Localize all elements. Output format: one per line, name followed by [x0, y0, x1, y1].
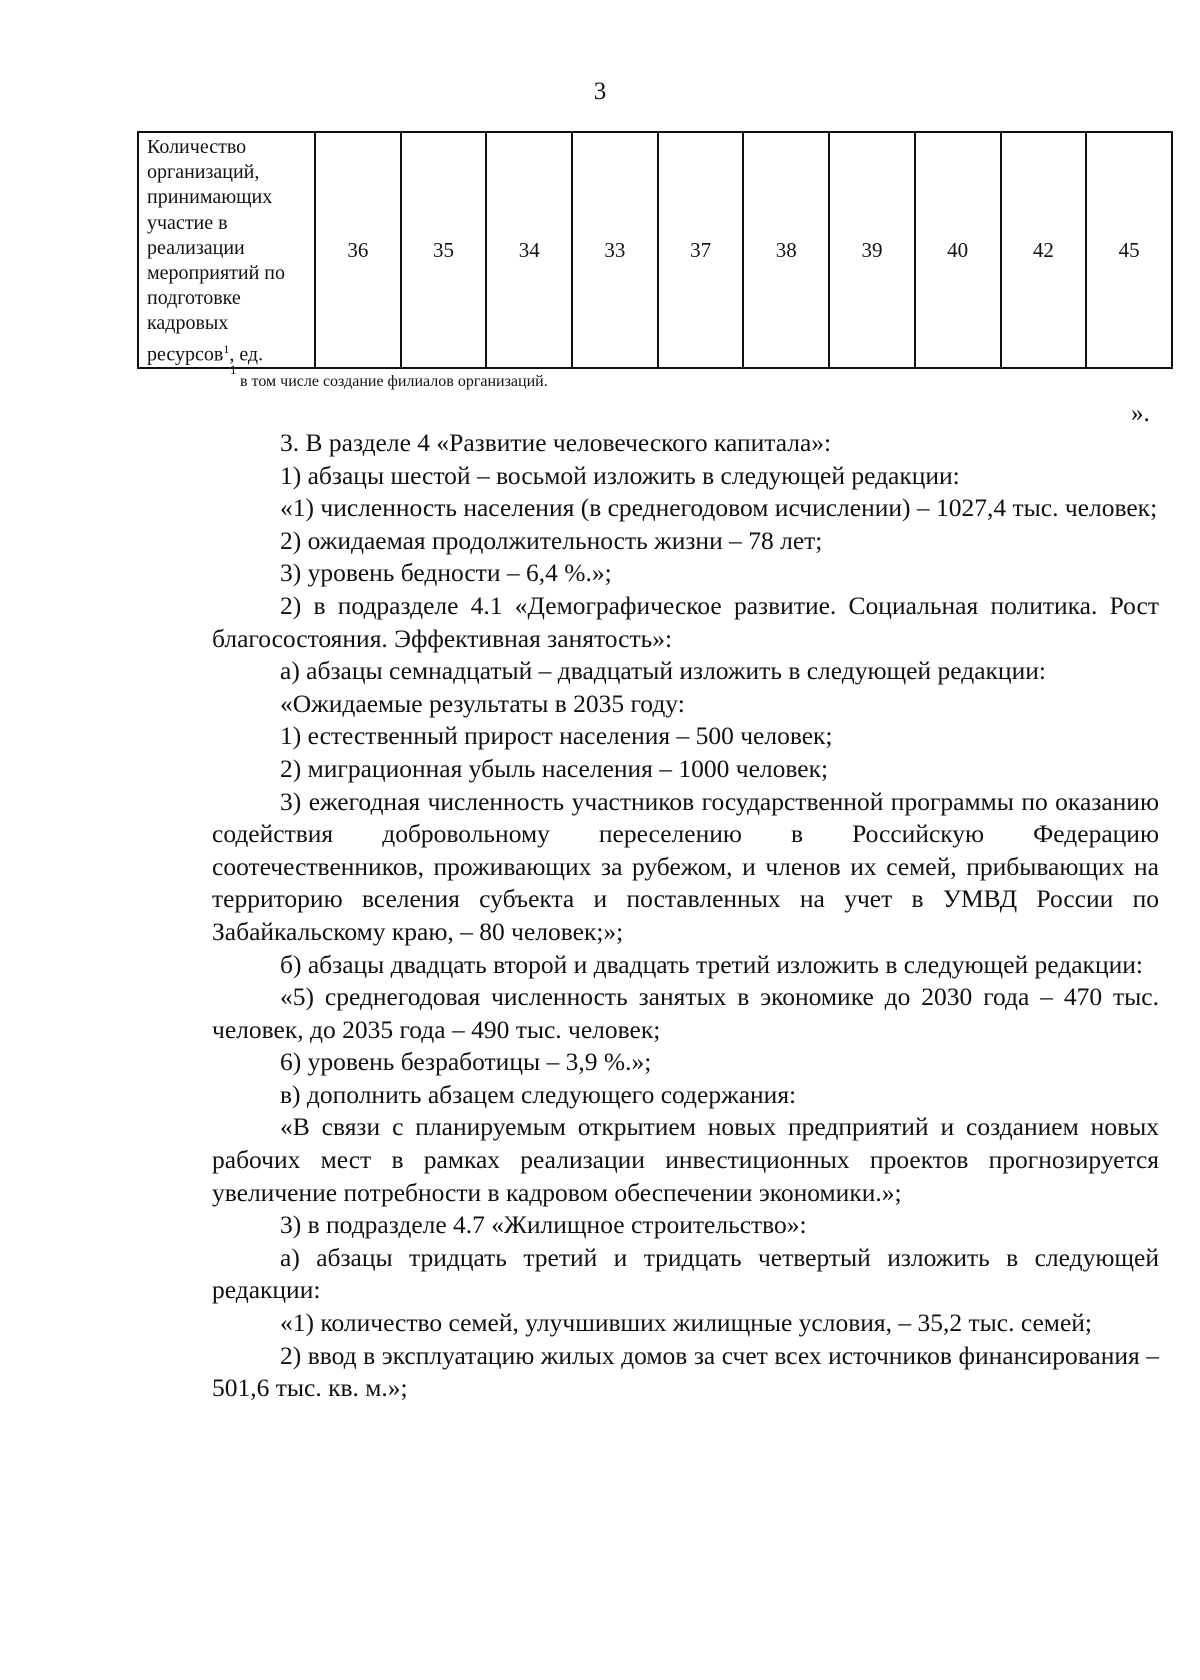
paragraph: 3) в подразделе 4.7 «Жилищное строительство»: — [280, 1210, 807, 1240]
paragraph: 2) ожидаемая продолжительность жизни – 78 лет; — [280, 525, 823, 555]
paragraph: «В связи с планируемым открытием новых предприятий и созданием новых рабочих мест в рамках реализации инвестиционных проектов прогнозируется увеличение потребности в кадровом обеспечении экономики.»; — [212, 1112, 1159, 1207]
value-cell: 45 — [1086, 132, 1172, 368]
paragraph: 3) уровень бедности – 6,4 %.»; — [280, 558, 612, 588]
value-cell: 35 — [401, 132, 487, 368]
paragraph: а) абзацы тридцать третий и тридцать четвертый изложить в следующей редакции: — [212, 1242, 1159, 1305]
paragraph: а) абзацы семнадцатый – двадцатый изложить в следующей редакции: — [280, 656, 1046, 686]
row-label-unit: , ед. — [229, 343, 264, 366]
value-cell: 34 — [486, 132, 572, 368]
value-cell: 40 — [915, 132, 1001, 368]
value-cell: 37 — [658, 132, 744, 368]
paragraph: 2) в подразделе 4.1 «Демографическое развитие. Социальная политика. Рост благосостояния. Эффективная занятость»: — [212, 590, 1159, 653]
value-cell: 36 — [315, 132, 401, 368]
value-cell: 33 — [572, 132, 658, 368]
row-label-footnote-ref: 1 — [223, 341, 230, 356]
value-cell: 38 — [743, 132, 829, 368]
paragraph: 6) уровень безработицы – 3,9 %.»; — [280, 1047, 652, 1077]
body-text — [212, 427, 1159, 1405]
value-cell: 39 — [829, 132, 915, 368]
closing-quote: ». — [1131, 400, 1150, 427]
paragraph: 2) миграционная убыль населения – 1000 человек; — [280, 753, 829, 783]
paragraph: «Ожидаемые результаты в 2035 году: — [280, 688, 685, 718]
paragraph: «1) количество семей, улучшивших жилищные условия, – 35,2 тыс. семей; — [280, 1308, 1092, 1338]
row-label: Количество организаций, принимающих участие в реализации мероприятий по подготовке кадровых ресурсов — [147, 136, 285, 366]
paragraph: 1) естественный прирост населения – 500 человек; — [280, 721, 833, 751]
indicator-table — [137, 131, 1173, 369]
row-label-cell — [138, 132, 315, 368]
paragraph: в) дополнить абзацем следующего содержания: — [280, 1079, 797, 1109]
paragraph: «5) среднегодовая численность занятых в экономике до 2030 года – 470 тыс. человек, до 2035 года – 490 тыс. человек; — [212, 982, 1159, 1044]
paragraph: «1) численность населения (в среднегодовом исчислении) – 1027,4 тыс. человек; — [280, 493, 1158, 523]
value-cell: 42 — [1001, 132, 1087, 368]
paragraph: 3. В разделе 4 «Развитие человеческого капитала»: — [280, 428, 832, 457]
table-row — [138, 132, 1172, 368]
paragraph: 3) ежегодная численность участников государственной программы по оказанию содействия добровольному переселению в Российскую Федерацию соотечественников, проживающих за рубежом, и членов их семей, прибывающих на территорию вселения субъекта и поставленных на учет в УМВД России по Забайкальскому краю, – 80 человек;»; — [212, 786, 1159, 946]
paragraph: б) абзацы двадцать второй и двадцать третий изложить в следующей редакции: — [280, 949, 1143, 979]
footnote-mark: 1 — [230, 362, 237, 377]
footnote: в том числе создание филиалов организаций. — [240, 373, 548, 390]
paragraph: 1) абзацы шестой – восьмой изложить в следующей редакции: — [280, 460, 960, 490]
page-number: 3 — [593, 78, 607, 105]
paragraph: 2) ввод в эксплуатацию жилых домов за счет всех источников финансирования – 501,6 тыс. кв. м.»; — [212, 1340, 1159, 1403]
